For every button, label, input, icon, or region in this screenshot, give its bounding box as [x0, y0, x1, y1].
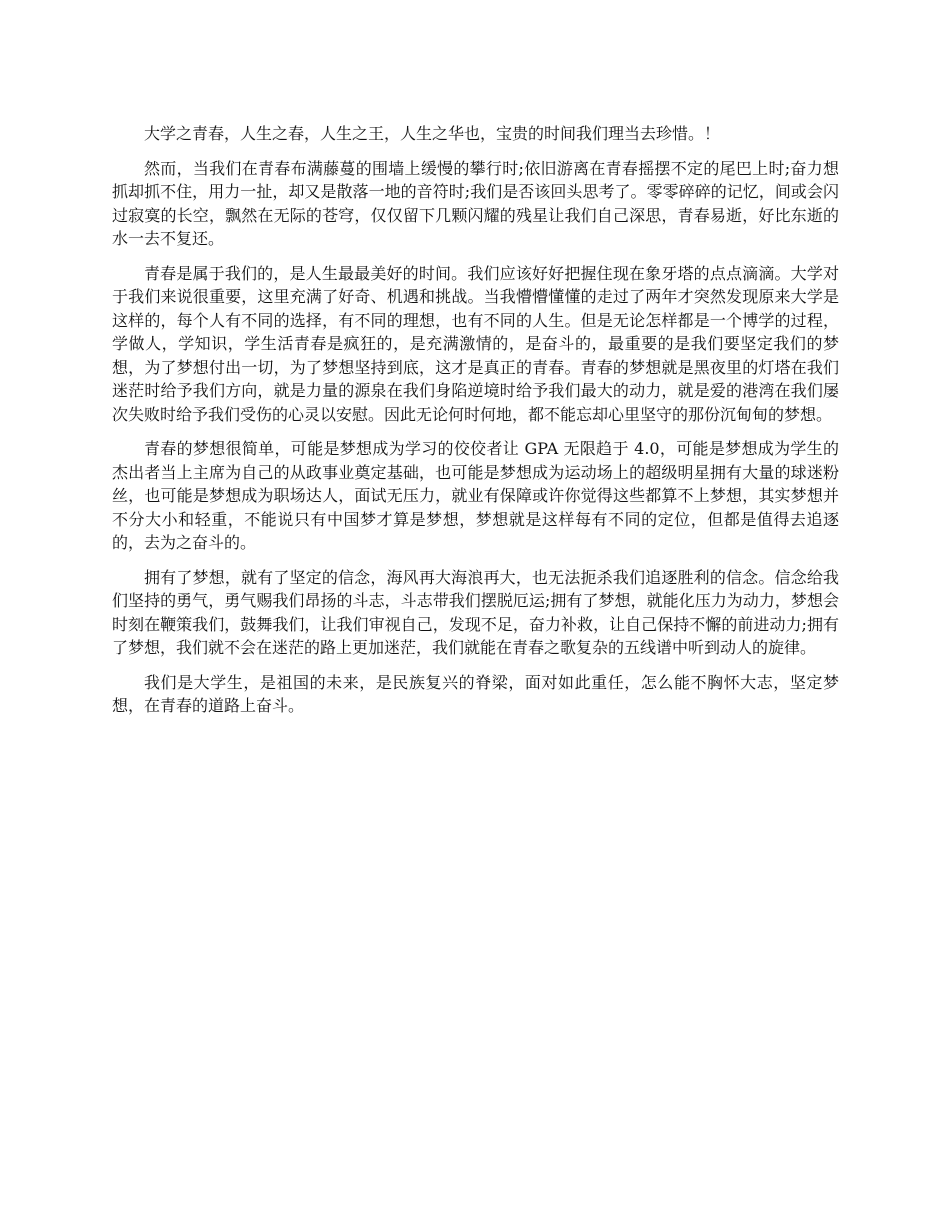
paragraph-4: 青春的梦想很简单，可能是梦想成为学习的佼佼者让 GPA 无限趋于 4.0，可能是梦想成为学生的杰出者当上主席为自己的从政事业奠定基础，也可能是梦想成为运动场上的超级明星拥有大量的球迷粉丝，也可能是梦想成为职场达人，面试无压力，就业有保障或许你觉得这些都算不上梦想，其实梦想并不分大小和轻重，不能说只有中国梦才算是梦想，梦想就是这样每有不同的定位，但都是值得去追逐的，去为之奋斗的。 [112, 439, 839, 552]
document-page [112, 122, 839, 729]
paragraph-5: 拥有了梦想，就有了坚定的信念，海风再大海浪再大，也无法扼杀我们追逐胜利的信念。信念给我们坚持的勇气，勇气赐我们昂扬的斗志，斗志带我们摆脱厄运;拥有了梦想，就能化压力为动力，梦想会时刻在鞭策我们，鼓舞我们，让我们审视自己，发现不足，奋力补救，让自己保持不懈的前进动力;拥有了梦想，我们就不会在迷茫的路上更加迷茫，我们就能在青春之歌复杂的五线谱中听到动人的旋律。 [112, 567, 839, 657]
paragraph-1: 大学之青春，人生之春，人生之王，人生之华也，宝贵的时间我们理当去珍惜。！ [144, 124, 721, 143]
paragraph-3: 青春是属于我们的，是人生最最美好的时间。我们应该好好把握住现在象牙塔的点点滴滴。大学对于我们来说很重要，这里充满了好奇、机遇和挑战。当我懵懵懂懂的走过了两年才突然发现原来大学是这样的，每个人有不同的选择，有不同的理想，也有不同的人生。但是无论怎样都是一个博学的过程，学做人，学知识，学生活青春是疯狂的，是充满激情的，是奋斗的，最重要的是我们要坚定我们的梦想，为了梦想付出一切，为了梦想坚持到底，这才是真正的青春。青春的梦想就是黑夜里的灯塔在我们迷茫时给予我们方向，就是力量的源泉在我们身陷逆境时给予我们最大的动力，就是爱的港湾在我们屡次失败时给予我们受伤的心灵以安慰。因此无论何时何地，都不能忘却心里坚守的那份沉甸甸的梦想。 [112, 263, 839, 424]
paragraph-2: 然而，当我们在青春布满藤蔓的围墙上缓慢的攀行时;依旧游离在青春摇摆不定的尾巴上时;奋力想抓却抓不住，用力一扯，却又是散落一地的音符时;我们是否该回头思考了。零零碎碎的记忆，间或会闪过寂寞的长空，飘然在无际的苍穹，仅仅留下几颗闪耀的残星让我们自己深思，青春易逝，好比东逝的水一去不复还。 [112, 158, 839, 248]
paragraph-6: 我们是大学生，是祖国的未来，是民族复兴的脊梁，面对如此重任，怎么能不胸怀大志，坚定梦想，在青春的道路上奋斗。 [112, 672, 839, 715]
